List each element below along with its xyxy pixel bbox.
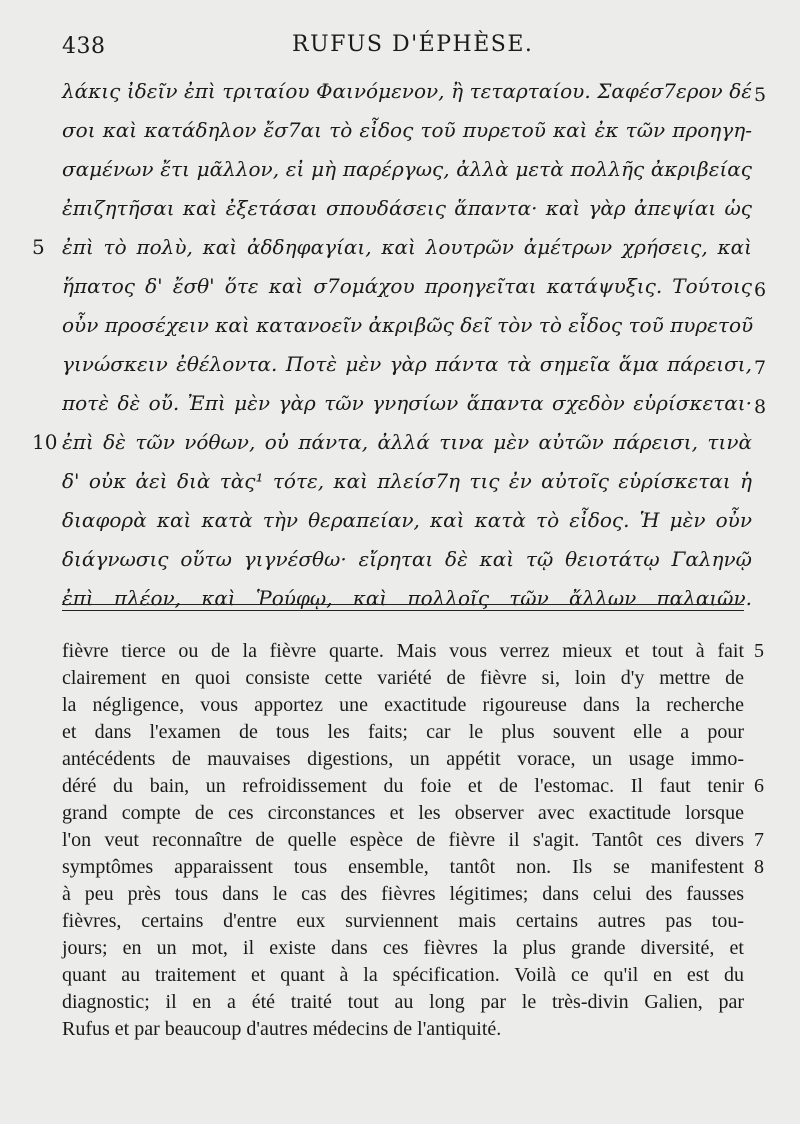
french-section-number: 6 [754,775,764,797]
greek-line [32,423,752,462]
greek-line [62,579,752,618]
french-line-text: symptômes apparaissent tous ensemble, tantôt non. Ils se manifestent [62,856,744,878]
greek-section-number: 7 [754,357,767,379]
french-line [62,1016,744,1043]
greek-section-number: 8 [754,396,767,418]
greek-line [62,306,752,345]
greek-line [62,267,767,306]
greek-line-text: ἐπὶ τὸ πολὺ, καὶ ἀδδηφαγίαι, καὶ λουτρῶν ἀμέτρων χρήσεις, καὶ [62,235,752,259]
greek-line-text: ἐπὶ πλέον, καὶ Ῥούφῳ, καὶ πολλοῖς τῶν ἄλλων παλαιῶν. [62,586,752,610]
french-line [62,827,764,854]
french-translation-block [62,638,764,1043]
french-line-text: fièvres, certains d'entre eux surviennent mais certains autres pas tou- [62,910,744,932]
greek-line [62,384,767,423]
french-line [62,935,744,962]
french-line-text: fièvre tierce ou de la fièvre quarte. Mais vous verrez mieux et tout à fait [62,640,744,662]
separator-rule-top [62,604,744,605]
french-line-text: jours; en un mot, il existe dans ces fièvres la plus grande diversité, et [62,937,744,959]
greek-line [62,72,767,111]
greek-line-text: σοι καὶ κατάδηλον ἔσ7αι τὸ εἶδος τοῦ πυρετοῦ καὶ ἐκ τῶν προηγη- [62,118,752,142]
greek-line [62,501,752,540]
greek-line-text: δ' οὐκ ἀεὶ διὰ τὰς¹ τότε, καὶ πλείσ7η τις ἐν αὐτοῖς εὑρίσκεται ἡ [62,469,752,493]
french-section-number: 7 [754,829,764,851]
greek-line [62,111,752,150]
greek-line-number: 10 [32,430,58,454]
separator-rule-bottom [62,610,744,611]
french-line [62,881,744,908]
french-line [62,665,744,692]
french-line-text: quant au traitement et quant à la spécification. Voilà ce qu'il en est du [62,964,744,986]
greek-line [62,462,752,501]
greek-line-text: ἐπὶ δὲ τῶν νόθων, οὐ πάντα, ἀλλά τινα μὲν αὐτῶν πάρεισι, τινὰ [62,430,752,454]
french-line-text: Rufus et par beaucoup d'autres médecins de l'antiquité. [62,1018,502,1040]
french-line-text: l'on veut reconnaître de quelle espèce de fièvre il s'agit. Tantôt ces divers [62,829,744,851]
french-section-number: 8 [754,856,764,878]
greek-line [32,228,752,267]
french-line [62,638,764,665]
french-line [62,800,744,827]
french-line-text: déré du bain, un refroidissement du foie et de l'estomac. Il faut tenir [62,775,744,797]
greek-line [62,540,752,579]
french-line [62,854,764,881]
greek-line-text: ποτὲ δὲ οὔ. Ἐπὶ μὲν γὰρ τῶν γνησίων ἅπαντα σχεδὸν εὑρίσκεται· [62,391,752,415]
french-line-text: antécédents de mauvaises digestions, un appétit vorace, un usage immo- [62,748,744,770]
french-line-text: la négligence, vous apportez une exactitude rigoureuse dans la recherche [62,694,744,716]
greek-section-number: 6 [754,279,767,301]
greek-line-text: διάγνωσις οὕτω γιγνέσθω· εἴρηται δὲ καὶ τῷ θειοτάτῳ Γαληνῷ [62,547,752,571]
french-line [62,908,744,935]
french-line [62,746,744,773]
french-line [62,719,744,746]
greek-line-text: διαφορὰ καὶ κατὰ τὴν θεραπείαν, καὶ κατὰ τὸ εἶδος. Ἡ μὲν οὖν [62,508,752,532]
running-title: RUFUS D'ÉPHÈSE. [292,32,534,57]
greek-line-text: λάκις ἰδεῖν ἐπὶ τριταίου Φαινόμενον, ἢ τεταρταίου. Σαφέσ7ερον δέ [62,79,752,103]
french-line-text: à peu près tous dans le cas des fièvres légitimes; dans celui des fausses [62,883,744,905]
greek-line-text: ἥπατος δ' ἔσθ' ὅτε καὶ σ7ομάχου προηγεῖται κατάψυξις. Τούτοις [62,274,752,298]
french-line-text: clairement en quoi consiste cette variété de fièvre si, loin d'y mettre de [62,667,744,689]
french-line [62,773,764,800]
greek-line-text: σαμένων ἔτι μᾶλλον, εἰ μὴ παρέργως, ἀλλὰ μετὰ πολλῆς ἀκριβείας [62,157,752,181]
greek-line [62,345,767,384]
french-line-text: et dans l'examen de tous les faits; car le plus souvent elle a pour [62,721,744,743]
greek-line [62,150,752,189]
greek-line-text: ἐπιζητῆσαι καὶ ἐξετάσαι σπουδάσεις ἅπαντα· καὶ γὰρ ἀπεψίαι ὡς [62,196,752,220]
greek-line-text: οὖν προσέχειν καὶ κατανοεῖν ἀκριβῶς δεῖ τὸν τὸ εἶδος τοῦ πυρετοῦ [62,313,754,337]
greek-line-text: γινώσκειν ἐθέλοντα. Ποτὲ μὲν γὰρ πάντα τὰ σημεῖα ἅμα πάρεισι, [62,352,752,376]
french-section-number: 5 [754,640,764,662]
greek-section-number: 5 [754,84,767,106]
french-line-text: grand compte de ces circonstances et les observer avec exactitude lorsque [62,802,744,824]
french-line [62,962,744,989]
french-line [62,692,744,719]
french-line-text: diagnostic; il en a été traité tout au long par le très-divin Galien, par [62,991,744,1013]
french-line [62,989,744,1016]
greek-line [62,189,752,228]
greek-line-number: 5 [32,235,45,259]
page-number: 438 [62,34,106,59]
page-header [62,30,740,64]
greek-text-block [32,72,767,618]
